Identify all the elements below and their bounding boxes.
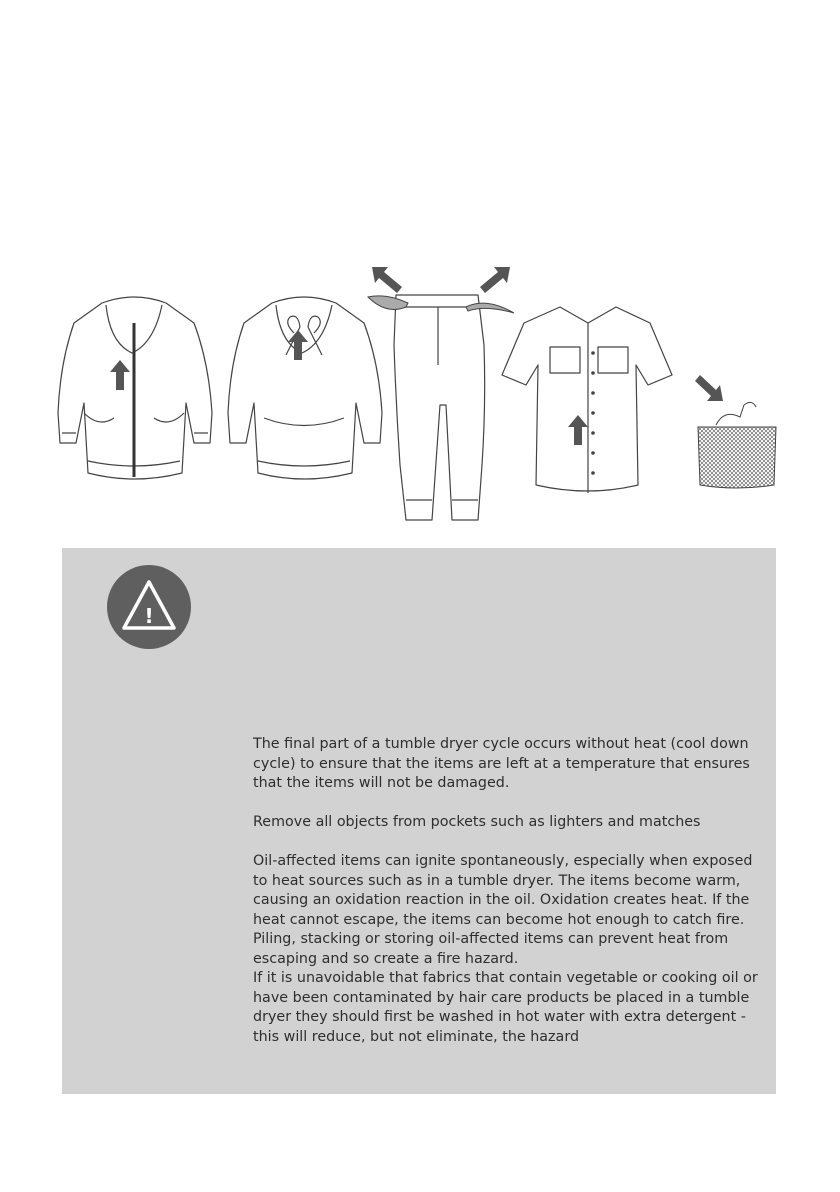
- arrow-up-right-icon: [480, 267, 510, 293]
- laundry-bag-illustration: [694, 395, 780, 491]
- paragraph-oil-washing: If it is unavoidable that fabrics that contain vegetable or cooking oil or have been contaminated by hair care products be placed in a tumble dryer they should first be washed in hot water with extra detergent - this will reduce, but not eliminate, the hazard: [253, 970, 758, 1045]
- paragraph-empty-pockets: Remove all objects from pockets such as lighters and matches: [253, 814, 701, 830]
- drawstring-hoodie-illustration: [224, 293, 384, 488]
- zipped-hoodie-illustration: [54, 293, 214, 488]
- warning-triangle-icon: [106, 564, 192, 650]
- paragraph-cool-down: The final part of a tumble dryer cycle occurs without heat (cool down cycle) to ensure that the items are left at a temperature that ensures that the items will not be damaged.: [253, 736, 750, 791]
- warning-panel: [62, 548, 776, 1094]
- arrow-up-icon: [568, 415, 588, 445]
- arrow-up-icon: [288, 330, 308, 360]
- jeans-illustration: [366, 285, 516, 525]
- arrow-up-icon: [110, 360, 130, 390]
- button-shirt-illustration: [500, 305, 675, 497]
- paragraph-oil-hazard: Oil-affected items can ignite spontaneously, especially when exposed to heat sources such as in a tumble dryer. The items become warm, causing an oxidation reaction in the oil. Oxidation creates heat. If the heat cannot escape, the items can become hot enough to catch fire. Piling, stacking or storing oil-affected items can prevent heat from escaping and so create a fire hazard.: [253, 853, 753, 967]
- arrow-up-left-icon: [372, 267, 402, 293]
- garment-preparation-illustrations: [40, 255, 800, 535]
- arrow-down-right-icon: [695, 375, 723, 401]
- warning-text: [253, 735, 765, 1047]
- svg-text:!: !: [144, 604, 154, 628]
